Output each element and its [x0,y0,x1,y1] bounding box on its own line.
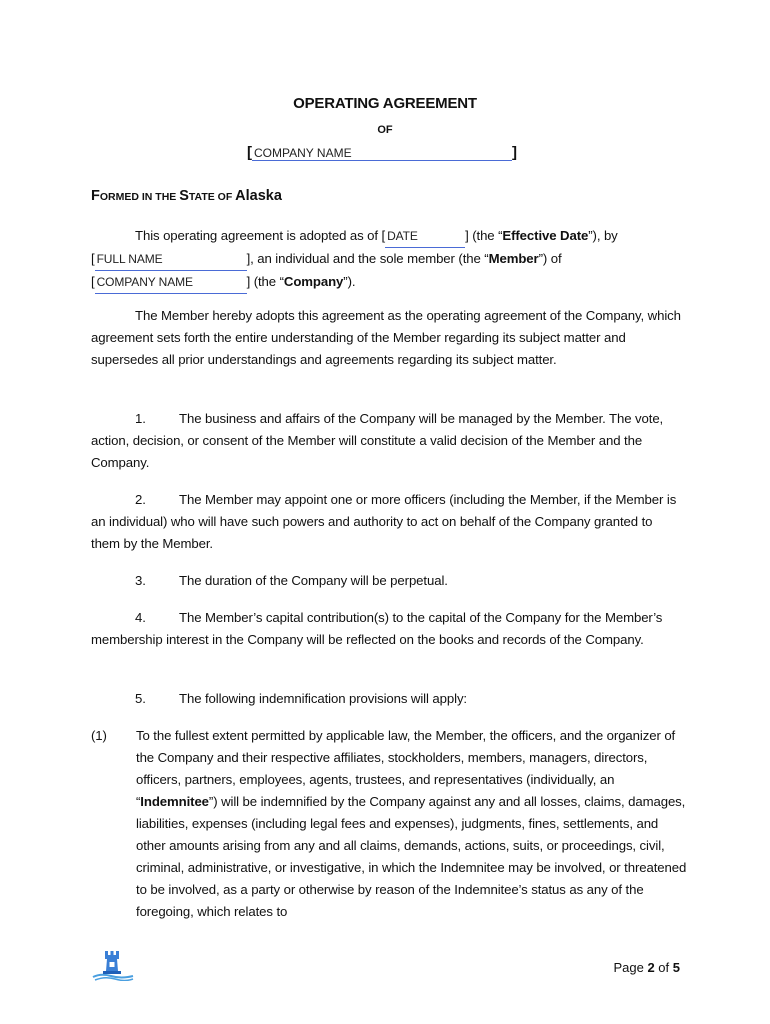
title-of: OF [377,124,393,136]
intro-paragraph: This operating agreement is adopted as of [ DATE ] (the “Effective Date”), by [ FULL NAME ], an individual and the sole member (the “Member”) of [ COMPANY NAME ] (the “Company”). [91,225,681,294]
page-total: 5 [672,960,680,975]
indemnification-sub-1 [91,725,691,923]
chess-rook-logo-icon [91,949,135,981]
date-field[interactable]: DATE [385,225,465,248]
item-3: 3. The duration of the Company will be perpetual. [135,573,448,588]
open-bracket: [ [247,144,252,161]
item-5: 5. The following indemnification provisions will apply: [135,691,467,706]
formed-in-state-heading: FORMED IN THE STATE OF Alaska [91,188,282,204]
company-name-field-top[interactable]: COMPANY NAME [252,146,512,161]
full-name-field[interactable]: FULL NAME [95,248,247,271]
state-name: Alaska [235,188,282,204]
item-4: 4. The Member’s capital contribution(s) to the capital of the Company for the Member’s membership interest in the Company will be reflected on the books and records of the Company. [91,610,663,647]
sub-text: To the fullest extent permitted by applicable law, the Member, the officers, and the organizer of the Company and their respective affiliates, stockholders, members, managers, directors, officers, partners, employees, agents, trustees, and representatives (individually, an “Indemnitee”) will be indemnified by the Company against any and all losses, claims, damages, liabilities, expenses (including legal fees and expenses), judgments, fines, settlements, and other amounts arising from any and all claims, demands, actions, suits, or proceedings, civil, criminal, administrative, or investigative, in which the Indemnitee may be involved, or threatened to be involved, as a party or otherwise by reason of the Indemnitee’s status as any of the foregoing, which relates to [136,728,687,919]
item-2: 2. The Member may appoint one or more officers (including the Member, if the Member is an individual) who will have such powers and authority to act on behalf of the Company granted to them by the Member. [91,492,677,551]
adopt-paragraph: The Member hereby adopts this agreement as the operating agreement of the Company, which agreement sets forth the entire understanding of the Member regarding its subject matter and supersedes all prior understandings and agreements regarding its subject matter. [91,308,681,367]
page-number: 2 [647,960,655,975]
document-title: OPERATING AGREEMENT [293,95,477,112]
close-bracket: ] [512,144,517,161]
item-1: 1. The business and affairs of the Company will be managed by the Member. The vote, action, decision, or consent of the Member will constitute a valid decision of the Member and the Company. [91,411,664,470]
company-name-field[interactable]: COMPANY NAME [95,271,247,294]
sub-marker: (1) [91,728,107,743]
page-footer: Page 2 of 5 [613,960,680,975]
company-name-line [247,144,527,166]
